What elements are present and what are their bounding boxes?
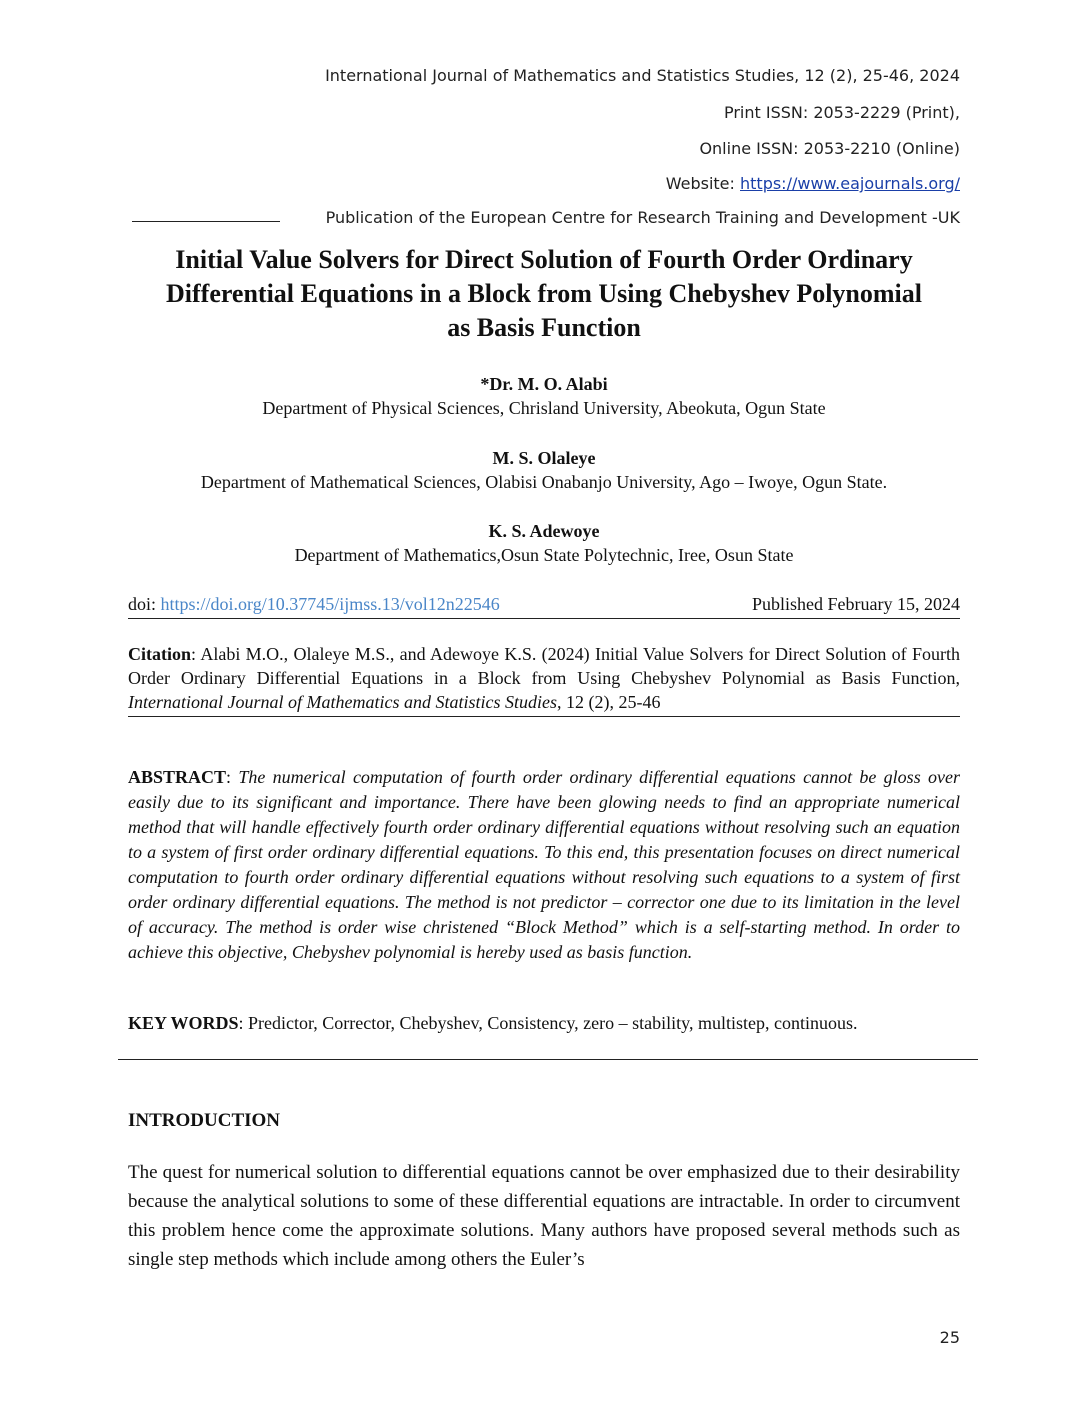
keywords-rule bbox=[118, 1059, 978, 1060]
author-block bbox=[100, 519, 988, 567]
citation-journal: International Journal of Mathematics and Statistics Studies bbox=[128, 692, 557, 712]
author-name: K. S. Adewoye bbox=[488, 521, 600, 541]
paper-title bbox=[120, 243, 968, 345]
online-issn: Online ISSN: 2053-2210 (Online) bbox=[699, 139, 960, 158]
publisher-line: Publication of the European Centre for Research Training and Development -UK bbox=[325, 208, 960, 227]
doi-line bbox=[128, 592, 960, 619]
section-heading-introduction: INTRODUCTION bbox=[128, 1110, 281, 1131]
citation-text: : Alabi M.O., Olaleye M.S., and Adewoye K.S. (2024) Initial Value Solvers for Direct Solution of Fourth Order Ordinary Differential Equations in a Block from Using Chebyshev Polynomial as Basis Function, bbox=[128, 644, 960, 688]
citation-block bbox=[128, 642, 960, 717]
author-name: M. S. Olaleye bbox=[492, 448, 596, 468]
keywords-block bbox=[128, 1011, 960, 1035]
title-line: as Basis Function bbox=[447, 313, 641, 342]
title-line: Initial Value Solvers for Direct Solution of Fourth Order Ordinary bbox=[175, 245, 913, 274]
published-date: Published February 15, 2024 bbox=[752, 594, 960, 614]
author-affiliation: Department of Physical Sciences, Chrisland University, Abeokuta, Ogun State bbox=[262, 398, 826, 418]
author-affiliation: Department of Mathematical Sciences, Olabisi Onabanjo University, Ago – Iwoye, Ogun State. bbox=[200, 472, 888, 492]
title-line: Differential Equations in a Block from Using Chebyshev Polynomial bbox=[166, 279, 922, 308]
abstract-sep: : bbox=[226, 767, 239, 787]
author-block bbox=[100, 372, 988, 420]
citation-label: Citation bbox=[128, 644, 191, 664]
website-label: Website: bbox=[665, 174, 740, 193]
page-number: 25 bbox=[939, 1328, 960, 1347]
header-rule bbox=[132, 221, 280, 222]
journal-citation-header: International Journal of Mathematics and Statistics Studies, 12 (2), 25-46, 2024 bbox=[325, 66, 960, 85]
abstract-text: The numerical computation of fourth order ordinary differential equations cannot be gloss over easily due to its significant and importance. There have been glowing needs to find an appropriate numerical method that will handle effectively fourth order ordinary differential equations without resolving such an equation to a system of first order ordinary differential equations. To this end, this presentation focuses on direct numerical computation to fourth order ordinary differential equations without resolving such equations to a system of first order ordinary differential equations. The method is not predictor – corrector one due to its limitation in the level of accuracy. The method is order wise christened “Block Method” which is a self-starting method. In order to achieve this objective, Chebyshev polynomial is hereby used as basis function. bbox=[128, 767, 960, 962]
author-block bbox=[100, 446, 988, 494]
website-link[interactable]: https://www.eajournals.org/ bbox=[740, 174, 960, 193]
abstract-label: ABSTRACT bbox=[128, 767, 227, 787]
abstract-block bbox=[128, 765, 960, 965]
author-affiliation: Department of Mathematics,Osun State Polytechnic, Iree, Osun State bbox=[294, 545, 794, 565]
print-issn: Print ISSN: 2053-2229 (Print), bbox=[723, 103, 960, 122]
doi-link[interactable]: https://doi.org/10.37745/ijmss.13/vol12n22546 bbox=[160, 594, 500, 614]
citation-text-end: , 12 (2), 25-46 bbox=[556, 692, 661, 712]
introduction-paragraph: The quest for numerical solution to differential equations cannot be over emphasized due to their desirability because the analytical solutions to some of these differential equations are intractable. In order to circumvent this problem hence come the approximate solutions. Many authors have proposed several methods such as single step methods which include among others the Euler’s bbox=[128, 1162, 960, 1270]
keywords-text: : Predictor, Corrector, Chebyshev, Consistency, zero – stability, multistep, continuous. bbox=[238, 1013, 858, 1033]
doi-label: doi: bbox=[128, 594, 161, 614]
author-name: *Dr. M. O. Alabi bbox=[480, 374, 608, 394]
keywords-label: KEY WORDS bbox=[128, 1013, 239, 1033]
website-line bbox=[666, 174, 960, 193]
